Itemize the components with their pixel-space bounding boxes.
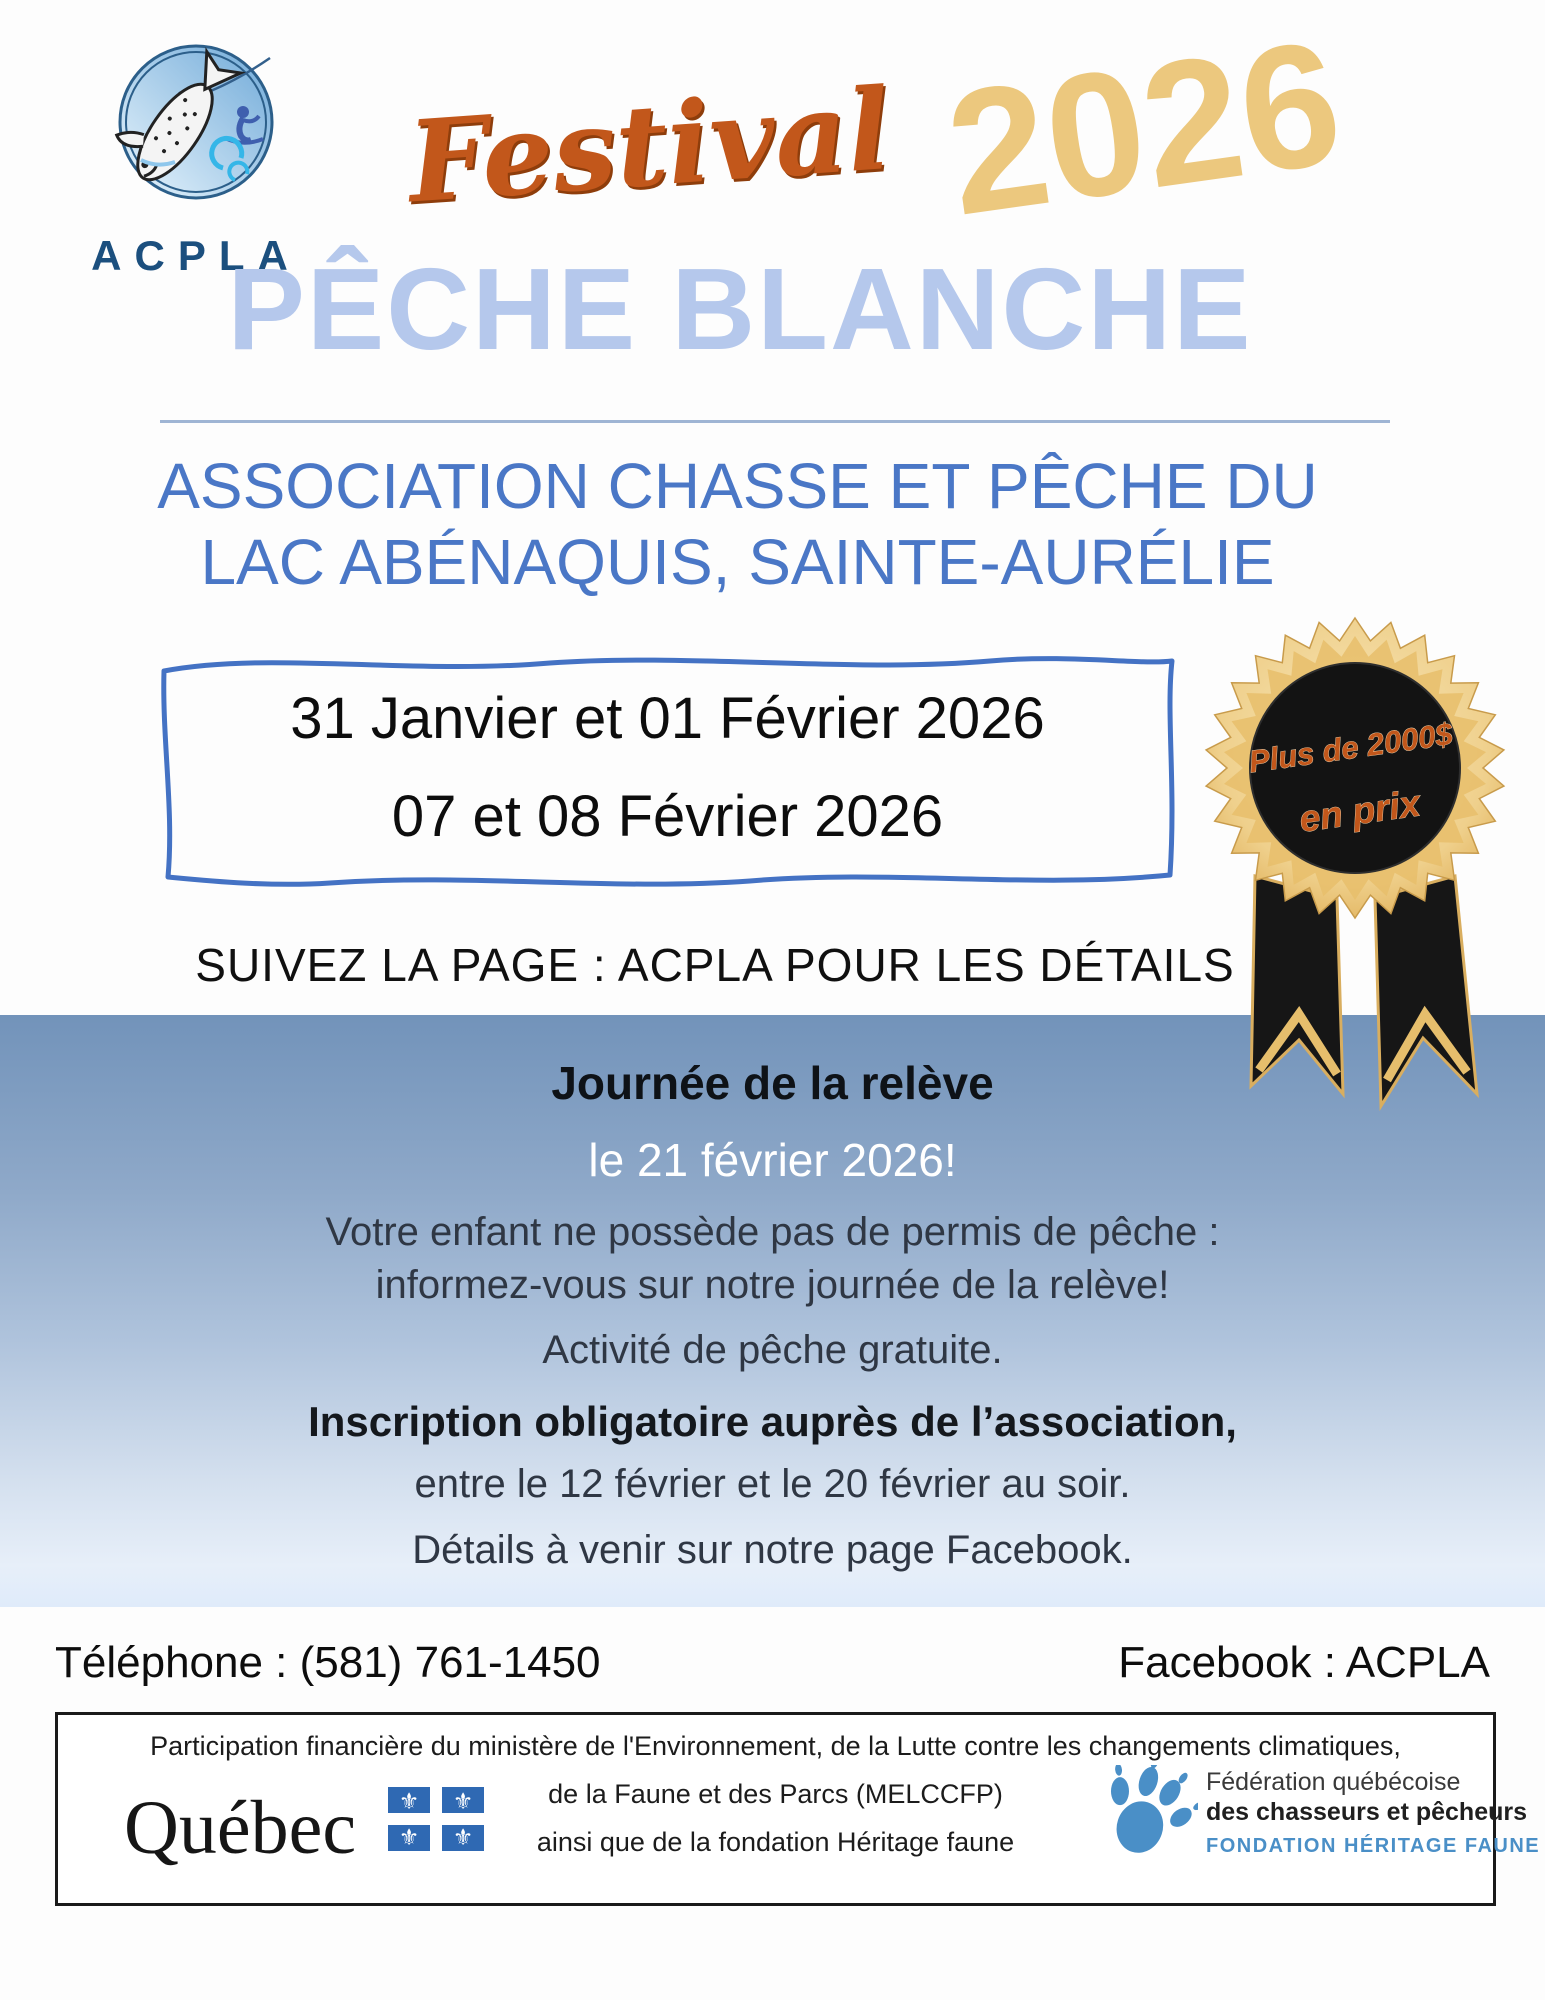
sponsor-line1: Participation financière du ministère de l'Environnement, de la Lutte contre les changements climatiques, xyxy=(150,1731,1401,1761)
releve-body4: entre le 12 février et le 20 février au soir. xyxy=(414,1462,1131,1506)
releve-body2: informez-vous sur notre journée de la relève! xyxy=(375,1263,1170,1307)
badge-line2: en prix xyxy=(1296,782,1423,840)
sponsor-line2: de la Faune et des Parcs (MELCCFP) xyxy=(548,1779,1003,1809)
releve-body1: Votre enfant ne possède pas de permis de pêche : xyxy=(325,1210,1220,1254)
dates-box xyxy=(150,645,1185,890)
svg-text:⚜: ⚜ xyxy=(452,1825,474,1851)
facebook-line: Facebook : ACPLA xyxy=(1118,1638,1490,1687)
federation-line3: FONDATION HÉRITAGE FAUNE xyxy=(1206,1835,1541,1857)
year-title: 2026 xyxy=(936,4,1352,253)
quebec-flag-icon xyxy=(388,1787,484,1851)
federation-line1: Fédération québécoise xyxy=(1206,1768,1461,1796)
federation-line2: des chasseurs et pêcheurs xyxy=(1206,1798,1527,1826)
dates-line1: 31 Janvier et 01 Février 2026 xyxy=(290,685,1045,751)
releve-body3: Activité de pêche gratuite. xyxy=(542,1328,1003,1372)
federation-logo xyxy=(1098,1761,1541,1891)
association-line2: LAC ABÉNAQUIS, SAINTE-AURÉLIE xyxy=(200,526,1275,598)
sponsors-box xyxy=(55,1712,1541,1906)
peche-blanche-title: PÊCHE BLANCHE xyxy=(227,244,1253,374)
divider-rule xyxy=(160,420,1390,423)
releve-heading: Journée de la relève xyxy=(551,1057,994,1109)
svg-text:⚜: ⚜ xyxy=(452,1789,474,1815)
phone-line: Téléphone : (581) 761-1450 xyxy=(55,1638,601,1687)
releve-date: le 21 février 2026! xyxy=(588,1134,957,1186)
prize-badge xyxy=(1195,608,1515,1133)
sponsor-line3: ainsi que de la fondation Héritage faune xyxy=(536,1827,1015,1857)
rosette-ribbon-icon xyxy=(1195,608,1515,1133)
releve-body5: Détails à venir sur notre page Facebook. xyxy=(412,1528,1133,1572)
association-heading xyxy=(0,448,1475,600)
svg-text:⚜: ⚜ xyxy=(398,1789,420,1815)
follow-page-line: SUIVEZ LA PAGE : ACPLA POUR LES DÉTAILS xyxy=(195,939,1235,991)
association-line1: ASSOCIATION CHASSE ET PÊCHE DU xyxy=(157,450,1318,522)
quebec-wordmark: Québec xyxy=(124,1786,357,1870)
quebec-logo xyxy=(124,1781,504,1881)
dates-line2: 07 et 08 Février 2026 xyxy=(391,783,944,849)
svg-text:⚜: ⚜ xyxy=(398,1825,420,1851)
badge-line1: Plus de 2000$ xyxy=(1246,716,1455,780)
releve-bold-line: Inscription obligatoire auprès de l’association, xyxy=(308,1398,1237,1445)
acpla-logo-text: ACPLA xyxy=(91,232,301,279)
festival-script-title: Festival xyxy=(404,64,895,229)
paw-print-icon xyxy=(1098,1765,1198,1865)
